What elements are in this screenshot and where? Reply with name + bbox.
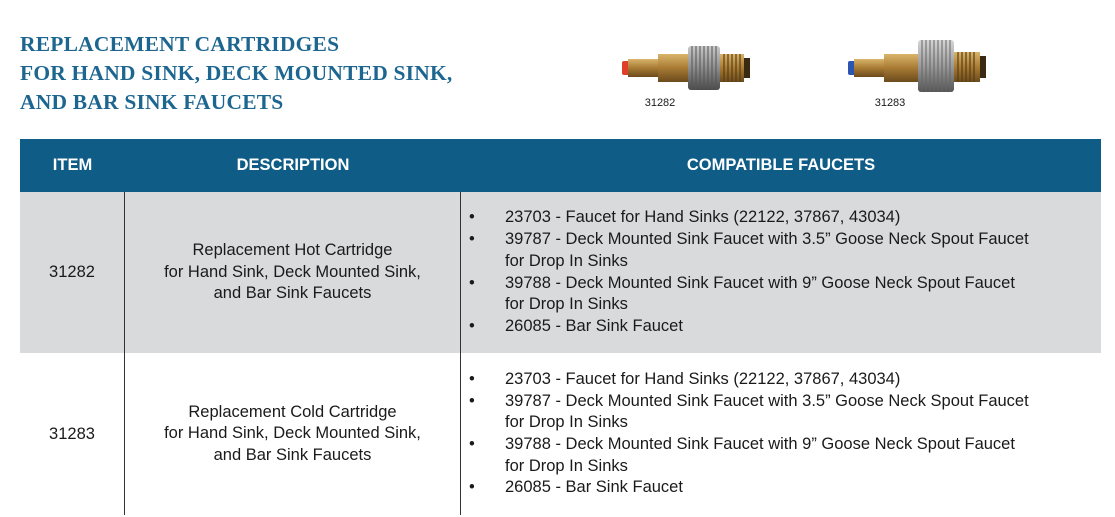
item-number: 31282 [20,192,125,353]
bullet: • [469,391,475,410]
faucet-entry-continued: for Drop In Sinks [505,456,628,475]
compatible-faucets-cell [461,353,1101,515]
description-cell [125,192,461,353]
faucet-entry: 39787 - Deck Mounted Sink Faucet with 3.5” Goose Neck Spout Faucet [505,391,1029,410]
page-title-line-1: REPLACEMENT CARTRIDGES [20,32,340,56]
item-number: 31283 [20,353,125,515]
column-header-item: ITEM [52,156,93,174]
page-title-line-3: AND BAR SINK FAUCETS [20,90,284,114]
compatible-faucets-list [469,207,1039,337]
product-caption: 31283 [874,97,906,109]
list-item [469,477,1039,499]
faucet-entry: 26085 - Bar Sink Faucet [505,478,683,497]
faucet-entry: 26085 - Bar Sink Faucet [505,316,683,335]
bullet: • [469,369,475,388]
table-row [20,192,1101,353]
page-title [20,30,452,117]
compatible-faucets-list [469,369,1039,499]
list-item [469,369,1039,391]
product-caption: 31282 [644,97,676,109]
table-header [20,139,1101,192]
description-line: and Bar Sink Faucets [213,284,372,303]
faucet-entry-continued: for Drop In Sinks [505,295,628,314]
list-item [469,391,1039,434]
faucet-entry-continued: for Drop In Sinks [505,251,628,270]
column-header-description: DESCRIPTION [236,156,350,174]
description-line: and Bar Sink Faucets [213,445,372,464]
table-row [20,353,1101,515]
faucet-entry: 39788 - Deck Mounted Sink Faucet with 9” Goose Neck Spout Faucet [505,435,1015,453]
description-line: Replacement Cold Cartridge [188,402,397,421]
faucet-entry: 39788 - Deck Mounted Sink Faucet with 9” Goose Neck Spout Faucet [505,273,1015,292]
faucet-entry-continued: for Drop In Sinks [505,413,628,432]
faucet-entry: 23703 - Faucet for Hand Sinks (22122, 37867, 43034) [505,369,901,388]
list-item [469,207,1039,229]
description-line: Replacement Hot Cartridge [192,241,393,260]
faucet-entry: 23703 - Faucet for Hand Sinks (22122, 37867, 43034) [505,208,901,227]
cartridge-table [20,139,1101,515]
description-line: for Hand Sink, Deck Mounted Sink, [164,262,421,281]
list-item [469,434,1039,477]
bullet: • [469,316,475,335]
list-item [469,229,1039,272]
compatible-faucets-cell [461,192,1101,353]
list-item [469,316,1039,338]
bullet: • [469,208,475,227]
product-image-hot-cartridge [612,34,762,134]
list-item [469,273,1039,316]
description-line: for Hand Sink, Deck Mounted Sink, [164,424,421,443]
bullet: • [469,478,475,497]
description-cell [125,353,461,515]
column-header-compatible-faucets: COMPATIBLE FAUCETS [686,156,876,174]
product-image-cold-cartridge [842,34,992,134]
bullet: • [469,230,475,249]
faucet-entry: 39787 - Deck Mounted Sink Faucet with 3.5” Goose Neck Spout Faucet [505,230,1029,249]
bullet: • [469,273,475,292]
page-title-line-2: FOR HAND SINK, DECK MOUNTED SINK, [20,61,453,85]
bullet: • [469,435,475,453]
